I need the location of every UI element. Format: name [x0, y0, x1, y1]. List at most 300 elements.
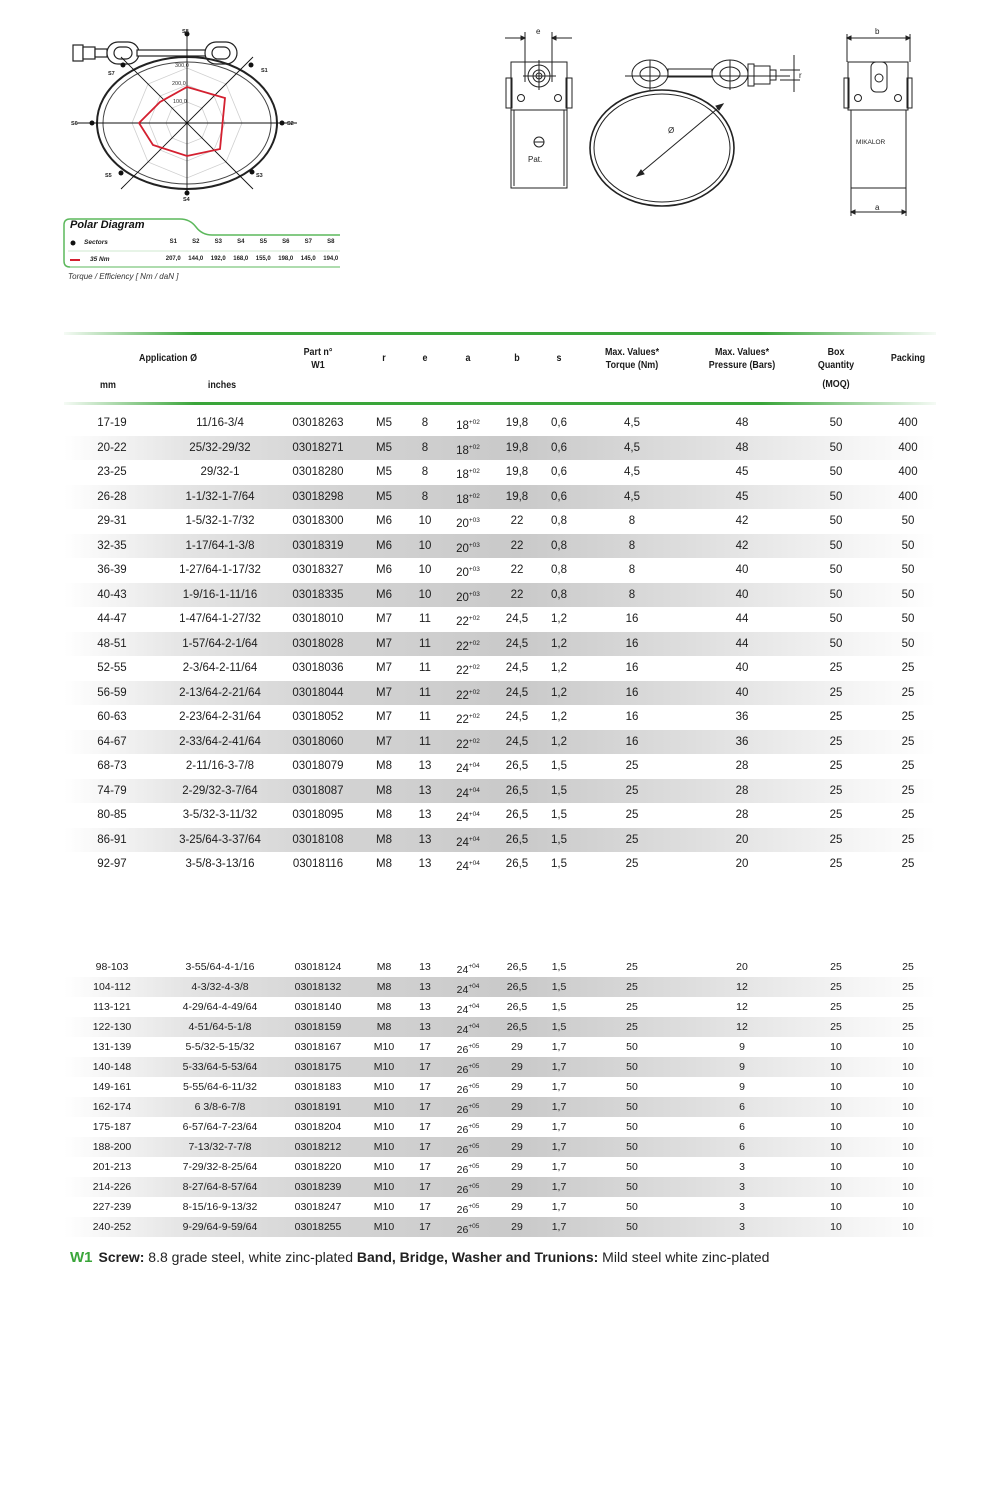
cell-value: 1-5/32-1-7/32 [185, 515, 255, 527]
cell-part [284, 1157, 352, 1177]
cell-torque [612, 656, 652, 681]
header-torque-line2: Torque (Nm) [605, 359, 659, 371]
cell-value: 8 [628, 564, 636, 576]
cell-value: 50 [829, 564, 843, 576]
cell-value: 03018108 [292, 833, 344, 846]
cell-value: 24 [456, 1004, 469, 1016]
cell-part [284, 485, 352, 510]
cell-e [410, 583, 440, 608]
cell-box [816, 656, 856, 681]
cell-mm [82, 754, 142, 779]
header-inches: inches [207, 379, 237, 391]
cell-inches [160, 411, 280, 436]
cell-packing [888, 1037, 928, 1057]
cell-value: 25 [901, 760, 915, 772]
cell-mm [82, 681, 142, 706]
cell-value: 25 [901, 662, 915, 674]
cell-value: 19,8 [505, 490, 529, 503]
cell-value: 9 [739, 1081, 745, 1093]
cell-inches [160, 1057, 280, 1077]
tolerance-superscript: +02 [468, 492, 480, 500]
cell-value: 25 [901, 833, 915, 846]
sector-header: S8 [327, 239, 335, 245]
cell-value: 18 [456, 444, 469, 457]
material-footnote [70, 1249, 769, 1266]
cell-value: 10 [830, 1181, 842, 1193]
cell-value: 28 [735, 809, 749, 821]
cell-value: 64-67 [97, 735, 127, 748]
cell-value: 10 [830, 1081, 842, 1093]
table-row [64, 1117, 936, 1137]
cell-value: 25 [829, 858, 843, 870]
cell-r [368, 534, 400, 559]
cell-inches [160, 583, 280, 608]
cell-value: 25 [829, 809, 843, 821]
cell-value: 50 [626, 1101, 638, 1113]
sector-header: S7 [304, 239, 312, 245]
cell-value: 25 [829, 784, 843, 797]
cell-e [410, 828, 440, 853]
table-row [64, 607, 936, 632]
cell-value: 149-161 [92, 1081, 132, 1093]
cell-value: 24 [456, 812, 469, 824]
cell-value: 25 [901, 711, 915, 723]
cell-e [410, 681, 440, 706]
sectors-label: Sectors [84, 239, 108, 246]
cell-value: 1,2 [551, 637, 567, 650]
cell-torque [612, 509, 652, 534]
cell-s [544, 436, 574, 461]
cell-part [284, 656, 352, 681]
cell-value: M8 [376, 784, 392, 797]
table-row [64, 1197, 936, 1217]
cell-a [448, 1217, 488, 1240]
cell-torque [612, 411, 652, 436]
cell-s [544, 681, 574, 706]
cell-value: M10 [373, 1121, 395, 1133]
cell-value: 74-79 [97, 784, 127, 797]
cell-mm [82, 1157, 142, 1177]
table-row [64, 977, 936, 997]
cell-torque [612, 957, 652, 977]
header-top-rule [64, 332, 936, 335]
cell-value: 44-47 [97, 613, 127, 625]
cell-s [544, 460, 574, 485]
cell-box [816, 411, 856, 436]
table-header [64, 336, 936, 402]
cell-value: 50 [829, 637, 843, 650]
tolerance-superscript: +02 [468, 639, 480, 647]
cell-e [410, 1037, 440, 1057]
cell-inches [160, 705, 280, 730]
cell-box [816, 1097, 856, 1117]
cell-value: 42 [735, 515, 749, 527]
cell-value: 17 [419, 1201, 431, 1213]
cell-packing [888, 509, 928, 534]
cell-packing [888, 1137, 928, 1157]
cell-pressure [722, 779, 762, 804]
cell-value: 25 [625, 858, 639, 870]
polar-diagram-caption: Torque / Efficiency [ Nm / daN ] [68, 272, 179, 281]
cell-value: 03018116 [292, 858, 344, 870]
cell-value: 400 [898, 490, 918, 503]
cell-packing [888, 803, 928, 828]
back-view-drawing [844, 34, 912, 216]
cell-value: 25 [829, 833, 843, 846]
cell-r [368, 509, 400, 534]
cell-box [816, 534, 856, 559]
cell-value: 17-19 [97, 417, 127, 429]
cell-value: 50 [626, 1181, 638, 1193]
cell-e [410, 411, 440, 436]
cell-value: M8 [376, 1001, 392, 1013]
ring-label-200: 200,0 [172, 81, 186, 87]
cell-value: 17 [419, 1181, 431, 1193]
cell-value: 8-27/64-8-57/64 [182, 1181, 258, 1193]
cell-value: 03018191 [294, 1101, 342, 1113]
cell-torque [612, 852, 652, 877]
cell-mm [82, 1197, 142, 1217]
cell-value: 1,5 [551, 809, 567, 821]
cell-pressure [722, 583, 762, 608]
cell-value: 03018132 [294, 981, 342, 993]
cell-value: 03018124 [294, 961, 342, 973]
cell-r [368, 1177, 400, 1197]
cell-torque [612, 1177, 652, 1197]
cell-b [502, 997, 532, 1017]
cell-pressure [722, 558, 762, 583]
cell-value: 18 [456, 493, 469, 506]
cell-a [448, 779, 488, 807]
cell-value: 25 [625, 809, 639, 821]
cell-value: 10 [902, 1141, 914, 1153]
cell-s [544, 779, 574, 804]
cell-value: 25 [902, 1001, 914, 1013]
cell-box [816, 1177, 856, 1197]
cell-b [502, 754, 532, 779]
cell-a [448, 828, 488, 856]
cell-s [544, 997, 574, 1017]
polar-diagram-chart [65, 25, 315, 205]
cell-packing [888, 656, 928, 681]
cell-r [368, 1037, 400, 1057]
cell-value: 18 [456, 469, 469, 481]
cell-value: 45 [735, 466, 749, 478]
cell-e [410, 1157, 440, 1177]
cell-value: M8 [376, 858, 392, 870]
cell-value: M10 [373, 1141, 395, 1153]
cell-value: 13 [418, 809, 432, 821]
cell-part [284, 583, 352, 608]
cell-value: 50 [901, 588, 915, 601]
cell-a [448, 411, 488, 439]
cell-a [448, 583, 488, 611]
cell-value: 2-13/64-2-21/64 [179, 686, 261, 699]
cell-b [502, 977, 532, 997]
cell-b [502, 705, 532, 730]
cell-inches [160, 1137, 280, 1157]
cell-value: 11 [419, 735, 431, 748]
cell-value: 1,7 [551, 1201, 567, 1213]
cell-mm [82, 1137, 142, 1157]
cell-mm [82, 1097, 142, 1117]
side-view-drawing [590, 55, 800, 206]
cell-value: 29 [511, 1221, 523, 1233]
cell-r [368, 1057, 400, 1077]
sector-value: 194,0 [323, 256, 339, 262]
cell-part [284, 803, 352, 828]
cell-packing [888, 460, 928, 485]
cell-a [448, 852, 488, 880]
cell-r [368, 656, 400, 681]
cell-e [410, 607, 440, 632]
cell-pressure [722, 1037, 762, 1057]
cell-value: 11 [419, 637, 431, 650]
cell-value: M7 [376, 637, 392, 650]
cell-value: 2-33/64-2-41/64 [179, 735, 261, 748]
dimension-a-label: a [875, 203, 880, 212]
cell-s [544, 411, 574, 436]
cell-value: 26 [456, 1044, 469, 1056]
cell-value: 1,7 [551, 1161, 567, 1173]
cell-value: 12 [736, 1021, 748, 1033]
cell-value: 11 [419, 686, 431, 699]
cell-value: 26,5 [506, 961, 528, 973]
cell-value: 1,5 [551, 760, 567, 772]
cell-value: 24 [456, 861, 469, 873]
cell-pressure [722, 730, 762, 755]
table-row [64, 1037, 936, 1057]
cell-value: 50 [829, 466, 843, 478]
cell-value: 400 [898, 441, 918, 454]
cell-value: 29 [511, 1121, 523, 1133]
cell-pressure [722, 1157, 762, 1177]
cell-mm [82, 509, 142, 534]
cell-value: 24 [456, 1024, 469, 1036]
cell-r [368, 681, 400, 706]
sector-header: S2 [192, 239, 200, 245]
cell-box [816, 852, 856, 877]
cell-part [284, 852, 352, 877]
cell-inches [160, 852, 280, 877]
cell-s [544, 1057, 574, 1077]
cell-value: 03018255 [294, 1221, 342, 1233]
cell-r [368, 803, 400, 828]
cell-value: M5 [376, 466, 392, 478]
cell-inches [160, 534, 280, 559]
cell-a [448, 730, 488, 758]
cell-value: 23-25 [97, 466, 127, 478]
cell-value: 1-9/16-1-11/16 [182, 588, 258, 601]
cell-value: 03018300 [292, 515, 344, 527]
cell-b [502, 730, 532, 755]
cell-torque [612, 705, 652, 730]
cell-value: 5-5/32-5-15/32 [185, 1041, 255, 1053]
cell-value: 10 [418, 564, 432, 576]
cell-value: 44 [735, 613, 749, 625]
header-application: Application Ø [138, 352, 198, 364]
cell-part [284, 681, 352, 706]
cell-value: 2-23/64-2-31/64 [179, 711, 261, 723]
cell-value: 13 [419, 1021, 431, 1033]
cell-value: 1-47/64-1-27/32 [179, 613, 261, 625]
cell-value: 10 [830, 1061, 842, 1073]
cell-r [368, 1157, 400, 1177]
footnote-screw-label: Screw: [98, 1249, 145, 1265]
cell-r [368, 1217, 400, 1237]
cell-b [502, 779, 532, 804]
table-row [64, 852, 936, 877]
header-a: a [465, 352, 471, 364]
cell-value: M8 [376, 1021, 392, 1033]
cell-value: 40 [735, 564, 749, 576]
cell-torque [612, 1217, 652, 1237]
cell-value: 20 [456, 542, 469, 555]
cell-torque [612, 803, 652, 828]
cell-value: 20 [456, 591, 469, 604]
cell-value: 25 [901, 686, 915, 699]
tolerance-superscript: +02 [468, 664, 480, 671]
cell-mm [82, 828, 142, 853]
cell-pressure [722, 852, 762, 877]
cell-mm [82, 1077, 142, 1097]
cell-value: 16 [625, 613, 639, 625]
cell-value: 0,6 [551, 490, 567, 503]
cell-value: 10 [830, 1201, 842, 1213]
cell-value: 03018028 [292, 637, 344, 650]
tolerance-superscript: +02 [468, 713, 480, 720]
sector-label-s7: S7 [108, 71, 115, 77]
cell-value: 29 [511, 1041, 523, 1053]
cell-value: 50 [626, 1121, 638, 1133]
cell-b [502, 828, 532, 853]
cell-s [544, 583, 574, 608]
cell-part [284, 632, 352, 657]
cell-r [368, 828, 400, 853]
cell-inches [160, 1177, 280, 1197]
cell-b [502, 656, 532, 681]
tolerance-superscript: +02 [468, 737, 480, 745]
cell-mm [82, 1177, 142, 1197]
cell-value: 26 [456, 1164, 469, 1176]
cell-value: 12 [736, 1001, 748, 1013]
cell-value: 48-51 [97, 637, 127, 650]
cell-value: 26,5 [506, 1021, 528, 1033]
cell-pressure [722, 509, 762, 534]
cell-value: 50 [829, 588, 843, 601]
cell-value: 03018087 [292, 784, 344, 797]
cell-b [502, 607, 532, 632]
sector-header: S3 [214, 239, 222, 245]
cell-s [544, 730, 574, 755]
cell-box [816, 1117, 856, 1137]
cell-value: M8 [376, 833, 392, 846]
cell-value: 03018060 [292, 735, 344, 748]
cell-part [284, 779, 352, 804]
cell-pressure [722, 997, 762, 1017]
cell-pressure [722, 681, 762, 706]
cell-s [544, 534, 574, 559]
cell-value: 17 [419, 1081, 431, 1093]
ring-label-300: 300,0 [175, 63, 189, 69]
cell-a [448, 558, 488, 586]
header-part-line1: Part n° [303, 346, 333, 358]
cell-part [284, 1217, 352, 1237]
cell-value: 25 [902, 1021, 914, 1033]
series-row [68, 253, 340, 267]
cell-e [410, 977, 440, 997]
cell-value: 131-139 [92, 1041, 132, 1053]
cell-r [368, 705, 400, 730]
cell-value: 20 [735, 858, 749, 870]
cell-value: 16 [625, 711, 639, 723]
cell-value: 50 [626, 1221, 638, 1233]
cell-value: 1,5 [551, 961, 567, 973]
sector-label-s3: S3 [256, 173, 263, 179]
cell-box [816, 607, 856, 632]
patent-label: Pat. [528, 155, 543, 164]
cell-value: 50 [829, 613, 843, 625]
cell-value: M10 [373, 1061, 395, 1073]
table-row [64, 828, 936, 853]
cell-torque [612, 1017, 652, 1037]
table-row [64, 1097, 936, 1117]
cell-r [368, 1017, 400, 1037]
cell-value: 29 [511, 1101, 523, 1113]
cell-box [816, 1197, 856, 1217]
cell-a [448, 607, 488, 635]
cell-value: 25 [901, 735, 915, 748]
cell-e [410, 1017, 440, 1037]
cell-e [410, 534, 440, 559]
cell-value: 10 [830, 1161, 842, 1173]
cell-packing [888, 977, 928, 997]
cell-pressure [722, 632, 762, 657]
cell-value: 11 [419, 662, 431, 674]
cell-value: 11 [419, 711, 431, 723]
cell-mm [82, 1017, 142, 1037]
cell-mm [82, 779, 142, 804]
cell-pressure [722, 705, 762, 730]
cell-r [368, 1077, 400, 1097]
cell-inches [160, 607, 280, 632]
cell-packing [888, 754, 928, 779]
cell-value: 42 [735, 539, 749, 552]
cell-part [284, 977, 352, 997]
cell-packing [888, 852, 928, 877]
cell-packing [888, 1217, 928, 1237]
cell-inches [160, 460, 280, 485]
cell-value: 1-17/64-1-3/8 [185, 539, 255, 552]
cell-s [544, 1017, 574, 1037]
cell-value: 1,7 [551, 1101, 567, 1113]
cell-value: 9 [739, 1041, 745, 1053]
cell-torque [612, 1037, 652, 1057]
cell-r [368, 485, 400, 510]
cell-part [284, 997, 352, 1017]
cell-s [544, 1177, 574, 1197]
cell-b [502, 852, 532, 877]
cell-value: 4,5 [624, 466, 640, 478]
cell-value: 17 [419, 1101, 431, 1113]
cell-value: 36 [735, 735, 749, 748]
dimension-e-label: e [536, 27, 541, 36]
tolerance-superscript: +04 [468, 786, 480, 794]
cell-value: 1,7 [551, 1141, 567, 1153]
cell-value: 26,5 [505, 784, 529, 797]
cell-s [544, 558, 574, 583]
tolerance-superscript: +05 [468, 1043, 480, 1050]
